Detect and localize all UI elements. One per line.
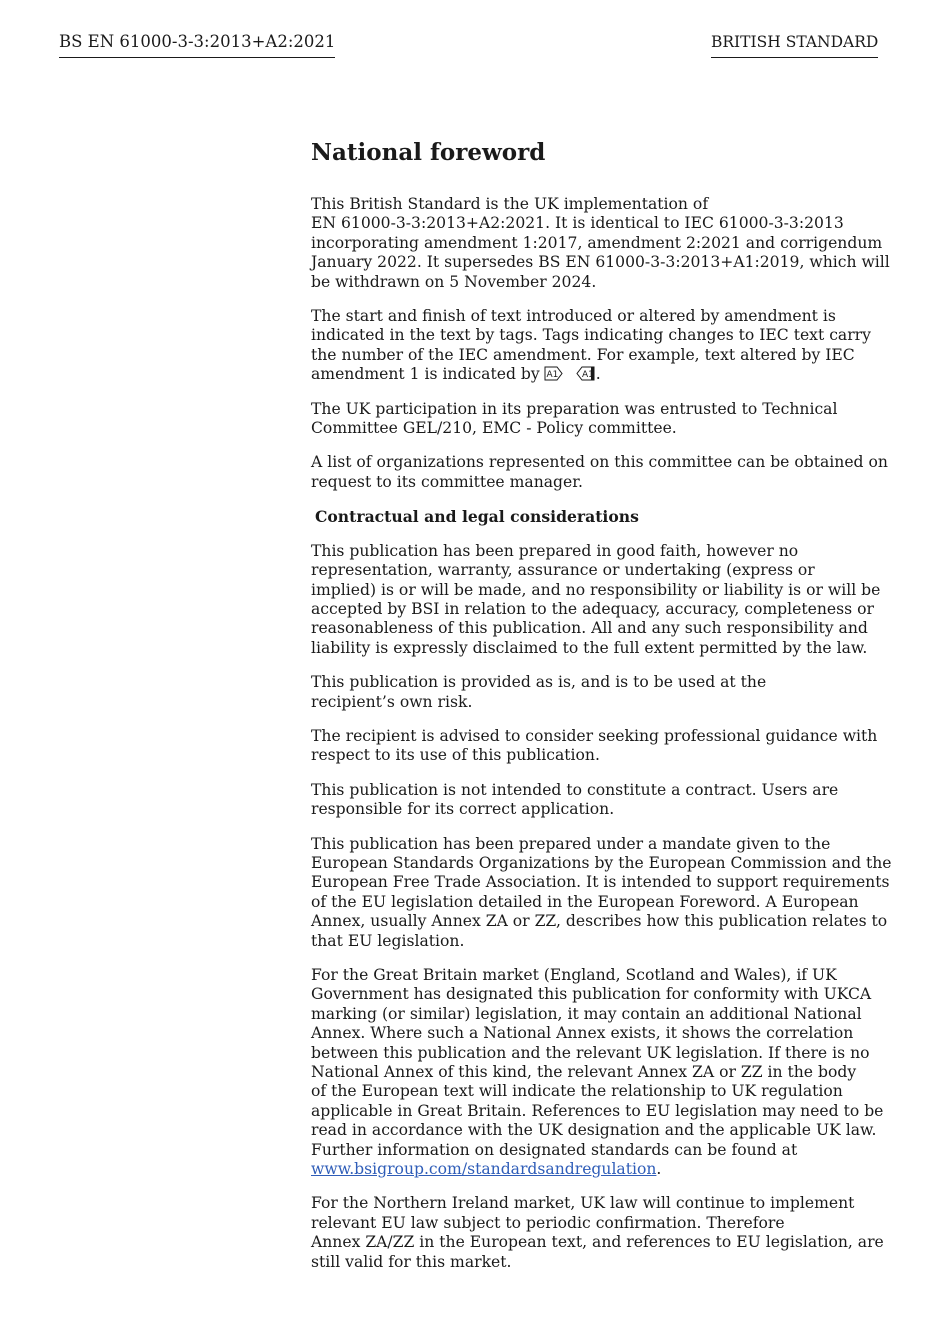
paragraph-participation: [311, 400, 871, 439]
text-line: A list of organizations represented on this committee can be obtained on: [311, 453, 888, 472]
text-fragment: amendment 1 is indicated by: [311, 365, 540, 384]
text-line: Committee GEL/210, EMC - Policy committee.: [311, 419, 677, 438]
paragraph-contract: [311, 781, 871, 820]
header-series: BRITISH STANDARD: [711, 31, 878, 58]
text-line: EN 61000-3-3:2013+A2:2021. It is identical to IEC 61000-3-3:2013: [311, 214, 844, 233]
page-title: National foreword: [311, 139, 546, 166]
paragraph-organizations: [311, 453, 888, 492]
text-line: For the Northern Ireland market, UK law will continue to implement: [311, 1194, 855, 1213]
text-line: January 2022. It supersedes BS EN 61000-3-3:2013+A1:2019, which will: [311, 253, 890, 272]
text-line: applicable in Great Britain. References to EU legislation may need to be: [311, 1101, 884, 1120]
text-line: This publication has been prepared in good faith, however no: [311, 541, 799, 560]
text-line: still valid for this market.: [311, 1252, 512, 1271]
text-line: [311, 1160, 871, 1179]
paragraph-great-britain: [311, 966, 884, 1179]
text-line: [311, 365, 871, 384]
text-fragment: .: [656, 1160, 662, 1179]
text-line: the number of the IEC amendment. For example, text altered by IEC: [311, 345, 855, 364]
text-line: The recipient is advised to consider seeking professional guidance with: [311, 726, 878, 745]
text-line: Government has designated this publication for conformity with UKCA: [311, 985, 872, 1004]
text-line: The start and finish of text introduced or altered by amendment is: [311, 307, 836, 326]
text-line: that EU legislation.: [311, 931, 465, 950]
main-content: [311, 137, 892, 1287]
text-line: be withdrawn on 5 November 2024.: [311, 272, 597, 291]
amendment-end-tag-icon: [576, 366, 595, 381]
section-heading: Contractual and legal considerations: [315, 507, 639, 527]
text-line: of the EU legislation detailed in the European Foreword. A European: [311, 892, 859, 911]
paragraph-amendment-tags: [311, 307, 871, 385]
text-line: liability is expressly disclaimed to the full extent permitted by the law.: [311, 638, 868, 657]
text-line: respect to its use of this publication.: [311, 746, 600, 765]
text-line: implied) is or will be made, and no responsibility or liability is or will be: [311, 580, 881, 599]
text-line: Annex, usually Annex ZA or ZZ, describes how this publication relates to: [311, 912, 888, 931]
text-line: marking (or similar) legislation, it may contain an additional National: [311, 1004, 862, 1023]
text-line: request to its committee manager.: [311, 472, 583, 491]
amendment-start-tag-icon: [544, 366, 563, 381]
text-line: European Standards Organizations by the European Commission and the: [311, 853, 892, 872]
standards-link[interactable]: www.bsigroup.com/standardsandregulation: [311, 1160, 657, 1179]
text-line: relevant EU law subject to periodic confirmation. Therefore: [311, 1213, 785, 1232]
text-line: read in accordance with the UK designation and the applicable UK law.: [311, 1121, 877, 1140]
text-line: This British Standard is the UK implementation of: [311, 195, 709, 213]
text-line: This publication has been prepared under a mandate given to the: [311, 834, 831, 853]
text-line: recipient’s own risk.: [311, 692, 473, 711]
text-line: Further information on designated standards can be found at: [311, 1140, 798, 1159]
text-line: accepted by BSI in relation to the adequacy, accuracy, completeness or: [311, 599, 874, 618]
text-line: responsible for its correct application.: [311, 800, 615, 819]
paragraph-good-faith: [311, 541, 881, 658]
text-line: between this publication and the relevant UK legislation. If there is no: [311, 1043, 870, 1062]
paragraph-guidance: [311, 726, 878, 766]
text-line: This publication is not intended to constitute a contract. Users are: [311, 780, 839, 799]
text-line: This publication is provided as is, and is to be used at the: [311, 673, 767, 692]
text-line: National Annex of this kind, the relevant Annex ZA or ZZ in the body: [311, 1063, 857, 1082]
paragraph-implementation: [311, 195, 890, 292]
text-line: representation, warranty, assurance or undertaking (express or: [311, 561, 815, 580]
tag-label: A1: [546, 370, 559, 381]
text-line: Annex. Where such a National Annex exists, it shows the correlation: [311, 1024, 854, 1043]
text-line: Annex ZA/ZZ in the European text, and references to EU legislation, are: [311, 1233, 884, 1252]
text-line: of the European text will indicate the relationship to UK regulation: [311, 1082, 843, 1101]
text-line: indicated in the text by tags. Tags indicating changes to IEC text carry: [311, 326, 871, 345]
text-line: European Free Trade Association. It is intended to support requirements: [311, 873, 890, 892]
header-document-number: BS EN 61000-3-3:2013+A2:2021: [59, 31, 335, 58]
text-line: incorporating amendment 1:2017, amendment 2:2021 and corrigendum: [311, 233, 883, 252]
paragraph-northern-ireland: [311, 1194, 884, 1272]
tag-label: A1: [581, 370, 594, 381]
text-fragment: .: [595, 365, 601, 384]
text-line: reasonableness of this publication. All and any such responsibility and: [311, 619, 868, 638]
paragraph-as-is: [311, 673, 871, 712]
paragraph-mandate: [311, 834, 892, 951]
text-line: For the Great Britain market (England, Scotland and Wales), if UK: [311, 966, 837, 984]
text-line: The UK participation in its preparation was entrusted to Technical: [311, 399, 838, 418]
